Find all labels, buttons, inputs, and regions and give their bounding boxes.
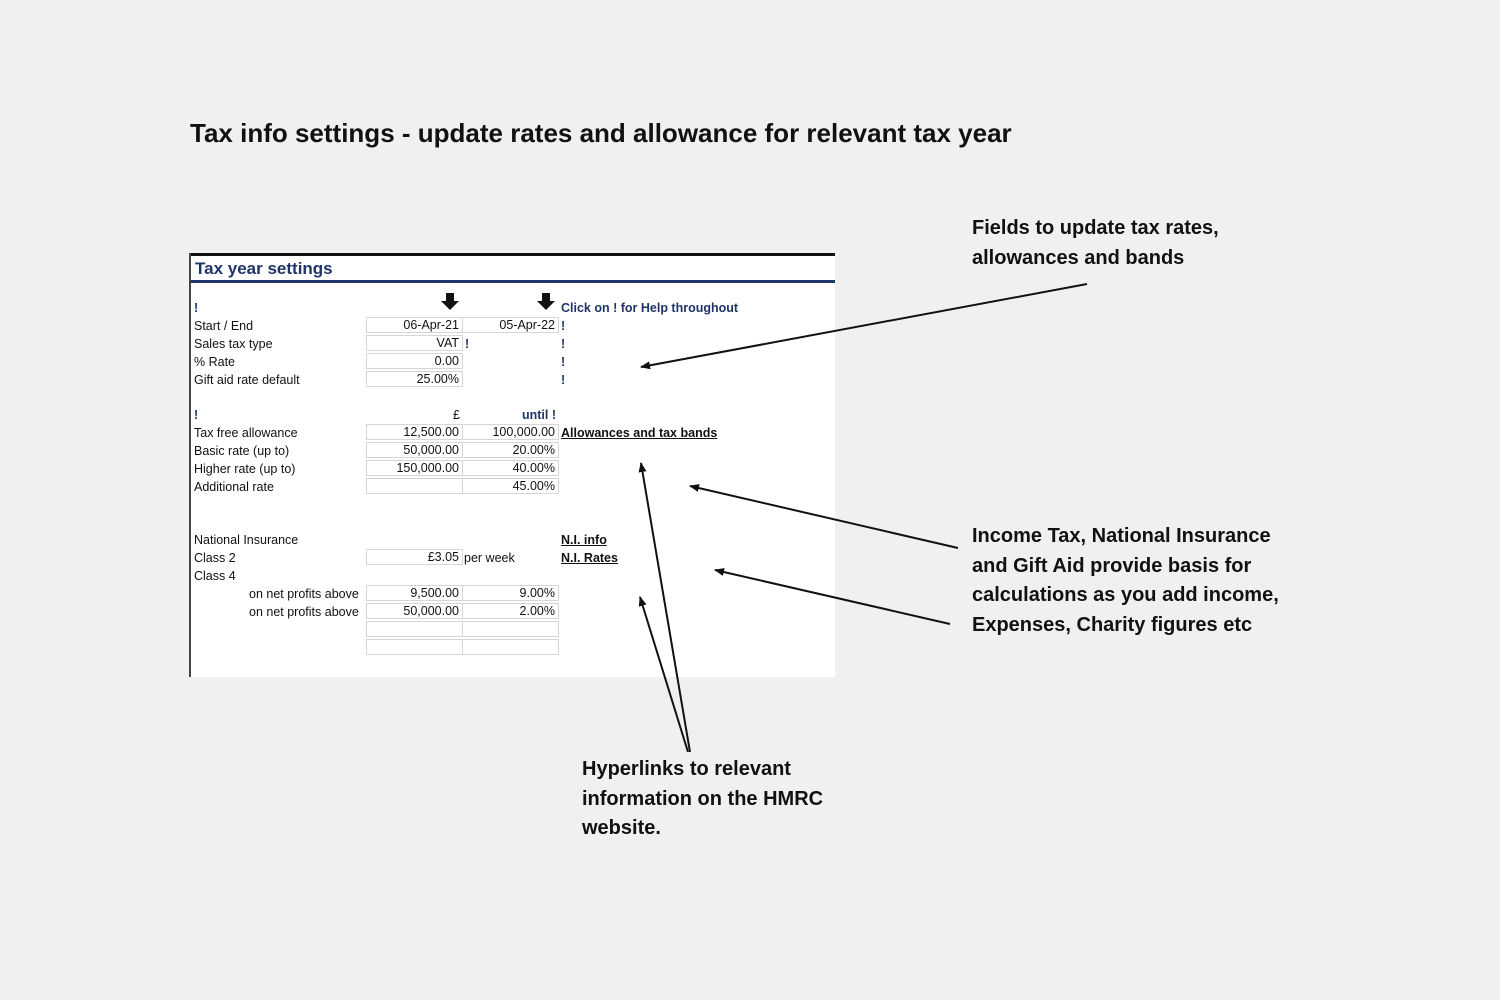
additional-rate-label: Additional rate (194, 480, 274, 494)
class4-threshold-field[interactable]: 50,000.00 (366, 603, 463, 619)
class4-row-label: on net profits above (249, 605, 359, 619)
sheet-title: Tax year settings (195, 259, 333, 278)
higher-rate-label: Higher rate (up to) (194, 462, 296, 476)
class4-label: Class 4 (194, 569, 236, 583)
help-bang-sales-tax[interactable]: ! (465, 337, 470, 351)
tax-free-label: Tax free allowance (194, 426, 298, 440)
sales-tax-label: Sales tax type (194, 337, 273, 351)
class4-rate-field[interactable]: 2.00% (462, 603, 559, 619)
class4-threshold-field[interactable]: 9,500.00 (366, 585, 463, 601)
higher-rate-field[interactable]: 40.00% (462, 460, 559, 476)
basic-rate-label: Basic rate (up to) (194, 444, 290, 458)
end-date-field[interactable]: 05-Apr-22 (462, 317, 559, 333)
class4-row-label: on net profits above (249, 587, 359, 601)
arrow-income-2 (715, 570, 950, 624)
ni-rates-link[interactable]: N.I. Rates (561, 551, 618, 565)
help-bang-sales-tax-2[interactable]: ! (561, 337, 566, 351)
help-bang-bands[interactable]: ! (194, 408, 199, 422)
rate-label: % Rate (194, 355, 235, 369)
class2-unit: per week (464, 551, 515, 565)
gift-aid-label: Gift aid rate default (194, 373, 300, 387)
arrow-hyperlink-2 (640, 597, 688, 752)
annotation-hyperlinks: Hyperlinks to relevant information on the HMRC website. (582, 758, 824, 839)
arrow-hyperlink-1 (641, 463, 690, 752)
tax-free-field[interactable]: 12,500.00 (366, 424, 463, 440)
basic-rate-field[interactable]: 20.00% (462, 442, 559, 458)
annotation-income: Income Tax, National Insurance and Gift Aid provide basis for calculations as you add income, Expenses, Charity figures etc (972, 525, 1279, 636)
class2-label: Class 2 (194, 551, 236, 565)
help-bang-header[interactable]: ! (194, 301, 199, 315)
gift-aid-field[interactable]: 25.00% (366, 371, 463, 387)
page-title: Tax info settings - update rates and allowance for relevant tax year (190, 118, 1012, 148)
annotation-fields: Fields to update tax rates, allowances and bands (972, 217, 1219, 269)
help-bang-rate[interactable]: ! (561, 355, 566, 369)
class4-rate-field[interactable]: 9.00% (462, 585, 559, 601)
start-date-field[interactable]: 06-Apr-21 (366, 317, 463, 333)
ni-info-link[interactable]: N.I. info (561, 533, 607, 547)
allowances-link[interactable]: Allowances and tax bands (561, 426, 718, 440)
ni-label: National Insurance (194, 533, 299, 547)
higher-rate-limit-field[interactable]: 150,000.00 (366, 460, 463, 476)
help-bang-start-end[interactable]: ! (561, 319, 566, 333)
basic-rate-limit-field[interactable]: 50,000.00 (366, 442, 463, 458)
additional-rate-field[interactable]: 45.00% (462, 478, 559, 494)
sales-tax-field[interactable]: VAT (366, 335, 463, 351)
arrow-fields (641, 284, 1087, 367)
currency-header: £ (453, 408, 460, 422)
help-bang-gift-aid[interactable]: ! (561, 373, 566, 387)
class2-field[interactable]: £3.05 (366, 549, 463, 565)
arrow-income-1 (690, 486, 958, 548)
help-text: Click on ! for Help throughout (561, 301, 739, 315)
rate-field[interactable]: 0.00 (366, 353, 463, 369)
start-end-label: Start / End (194, 319, 254, 333)
tax-free-limit-field[interactable]: 100,000.00 (462, 424, 559, 440)
until-header[interactable]: until ! (521, 408, 556, 422)
